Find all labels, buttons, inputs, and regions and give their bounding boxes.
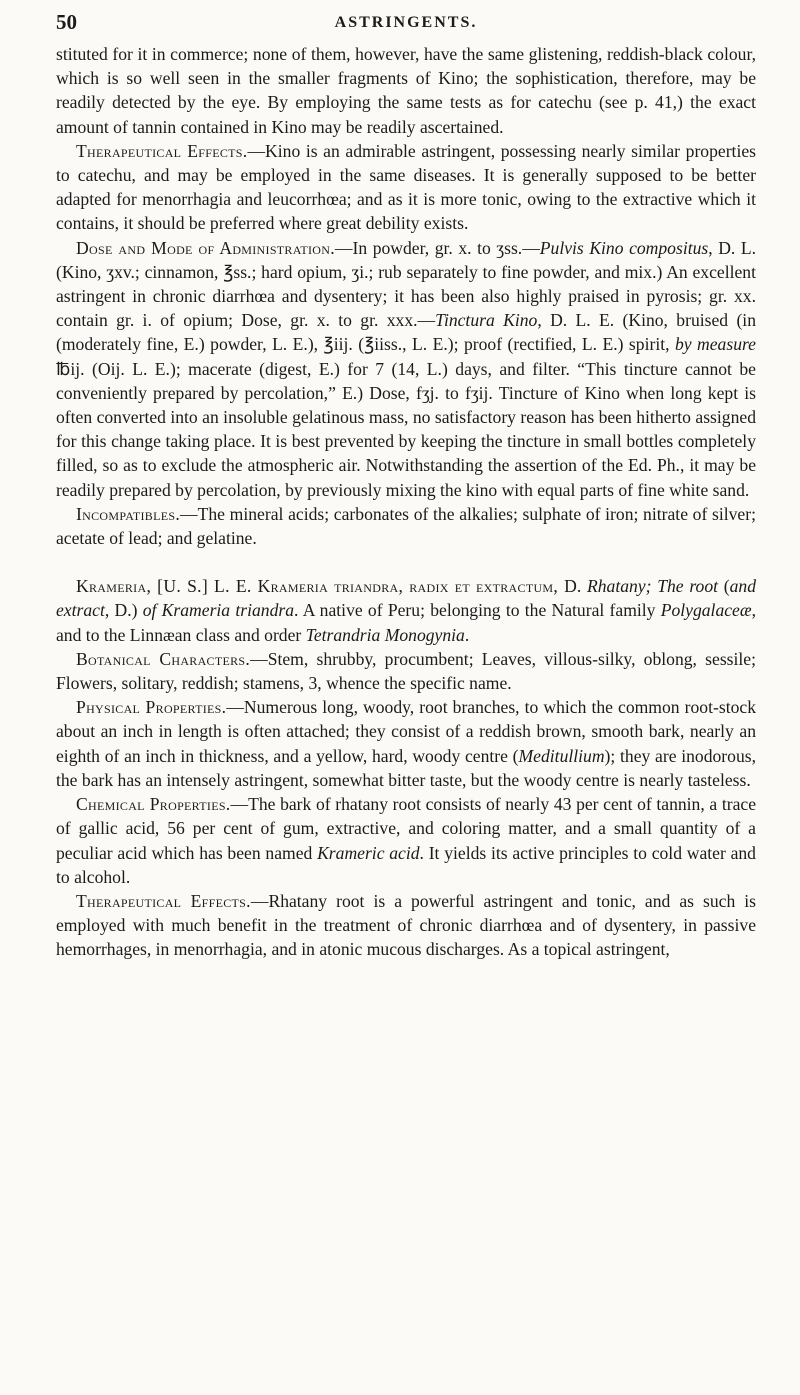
paragraph-kino-continuation [56, 42, 756, 139]
text-run: ℔ij. (Oij. L. E.); macerate (digest, E.) for 7 (14, L.) days, and filter. “This tincture cannot be conveniently prepared by percolation,” E.) Dose, fʒj. to fʒij. Tincture of Kino when long kept is often converted into an insoluble gelatinous mass, no satisfactory reason has been hitherto assigned for this change taking place. It is best prevented by keeping the tincture in small bottles completely filled, so as to exclude the atmospheric air. Notwithstanding the assertion of the Ed. Ph., it may be readily prepared by percolation, by previously mixing the kino with equal parts of fine white sand. [56, 358, 756, 500]
text-run: D. [564, 576, 587, 597]
text-run: . It yields its active principles to cold water and to alcohol. [56, 842, 756, 887]
italic-term: of Krameria triandra [142, 600, 295, 621]
italic-term: Pulvis Kino compositus [539, 237, 709, 258]
italic-term: by measure [674, 334, 756, 355]
italic-term: Tinctura Kino [435, 310, 538, 331]
text-run: , and to the Linnæan class and order [56, 600, 756, 645]
text-run: . A native of Peru; belonging to the Natural family [294, 600, 661, 621]
paragraph-krameria-physical [56, 695, 756, 792]
text-run: , D.) [104, 600, 143, 621]
paragraph-krameria-chemical [56, 792, 756, 889]
paragraph-krameria-botanical [56, 647, 756, 695]
paragraph-kino-dose [56, 236, 756, 502]
text-run: , D. L. (Kino, ʒxv.; cinnamon, ℥ss.; hard opium, ʒi.; rub separately to fine powder, and mix.) An excellent astringent in chronic diarrhœa and dysentery; it has been also highly praised in pyrosis; gr. xx. contain gr. i. of opium; Dose, gr. x. to gr. xxx.— [56, 237, 756, 331]
text-run: —Rhatany root is a powerful astringent and tonic, and as such is employed with much benefit in the treatment of chronic diarrhœa and of dysentery, in passive hemorrhages, in menorrhagia, and in atonic mucous discharges. As a topical astringent, [56, 890, 756, 960]
section-heading: Incompatibles. [76, 503, 181, 524]
italic-term: Rhatany; The root [586, 576, 719, 597]
text-run: —Stem, shrubby, procumbent; Leaves, villous-silky, oblong, sessile; Flowers, solitary, reddish; stamens, 3, whence the specific name. [56, 648, 756, 694]
italic-term: Meditullium [518, 745, 605, 766]
page-header [56, 10, 756, 40]
body-text [56, 42, 756, 962]
text-run: ); they are inodorous, the bark has an intensely astringent, somewhat bitter taste, but the woody centre is nearly tasteless. [56, 745, 757, 790]
italic-term: Krameric acid [317, 842, 420, 863]
italic-term: Tetrandria Monogynia [305, 624, 465, 645]
section-heading: Botanical Characters. [76, 648, 251, 669]
section-heading: Physical Properties. [76, 697, 227, 718]
section-heading: Krameria, [U. S.] L. E. Krameria triandra, radix et extractum, [76, 576, 565, 597]
text-run: . [464, 624, 470, 645]
text-run: —Numerous long, woody, root branches, to which the common root-stock about an inch in length is often attached; they consist of a reddish brown, smooth bark, nearly an eighth of an inch in thickness, and a yellow, hard, woody centre ( [56, 697, 756, 766]
text-run: —The mineral acids; carbonates of the alkalies; sulphate of iron; nitrate of silver; acetate of lead; and gelatine. [56, 503, 756, 549]
section-gap [56, 550, 756, 574]
text-run: ( [718, 576, 730, 597]
paragraph-kino-therapeutical-effects [56, 139, 756, 236]
section-heading: Dose and Mode of Administration. [76, 237, 335, 258]
italic-term: and extract [56, 576, 756, 621]
page-number: 50 [56, 10, 77, 34]
text-run: stituted for it in commerce; none of them, however, have the same glistening, reddish-black colour, which is so well seen in the smaller fragments of Kino; the sophistication, therefore, may be readily detected by the eye. By employing the same tests as for catechu (see p. 41,) the exact amount of tannin contained in Kino may be readily ascertained. [56, 44, 756, 137]
section-heading: Therapeutical Effects. [76, 140, 248, 161]
text-run: —In powder, gr. x. to ʒss.— [334, 237, 540, 258]
section-heading: Therapeutical Effects. [76, 890, 251, 911]
text-run: —The bark of rhatany root consists of nearly 43 per cent of tannin, a trace of gallic acid, 56 per cent of gum, extractive, and coloring matter, and a small quantity of a peculiar acid which has been named [56, 794, 756, 863]
running-head: ASTRINGENTS. [334, 14, 478, 31]
paragraph-krameria-heading [56, 574, 756, 647]
paragraph-krameria-therapeutical [56, 889, 756, 962]
text-run: —Kino is an admirable astringent, possessing nearly similar properties to catechu, and may be employed in the same diseases. It is generally supposed to be better adapted for menorrhagia and leucorrhœa; and as it is more tonic, owing to the extractive which it contains, it should be preferred where great debility exists. [56, 140, 756, 234]
italic-term: Polygalaceæ [660, 600, 752, 621]
paragraph-kino-incompatibles [56, 502, 756, 550]
section-heading: Chemical Properties. [76, 794, 231, 815]
text-run: , D. L. E. (Kino, bruised (in (moderately fine, E.) powder, L. E.), ℥iij. (℥iiss., L. E.); proof (rectified, L. E.) spirit, [56, 310, 756, 355]
